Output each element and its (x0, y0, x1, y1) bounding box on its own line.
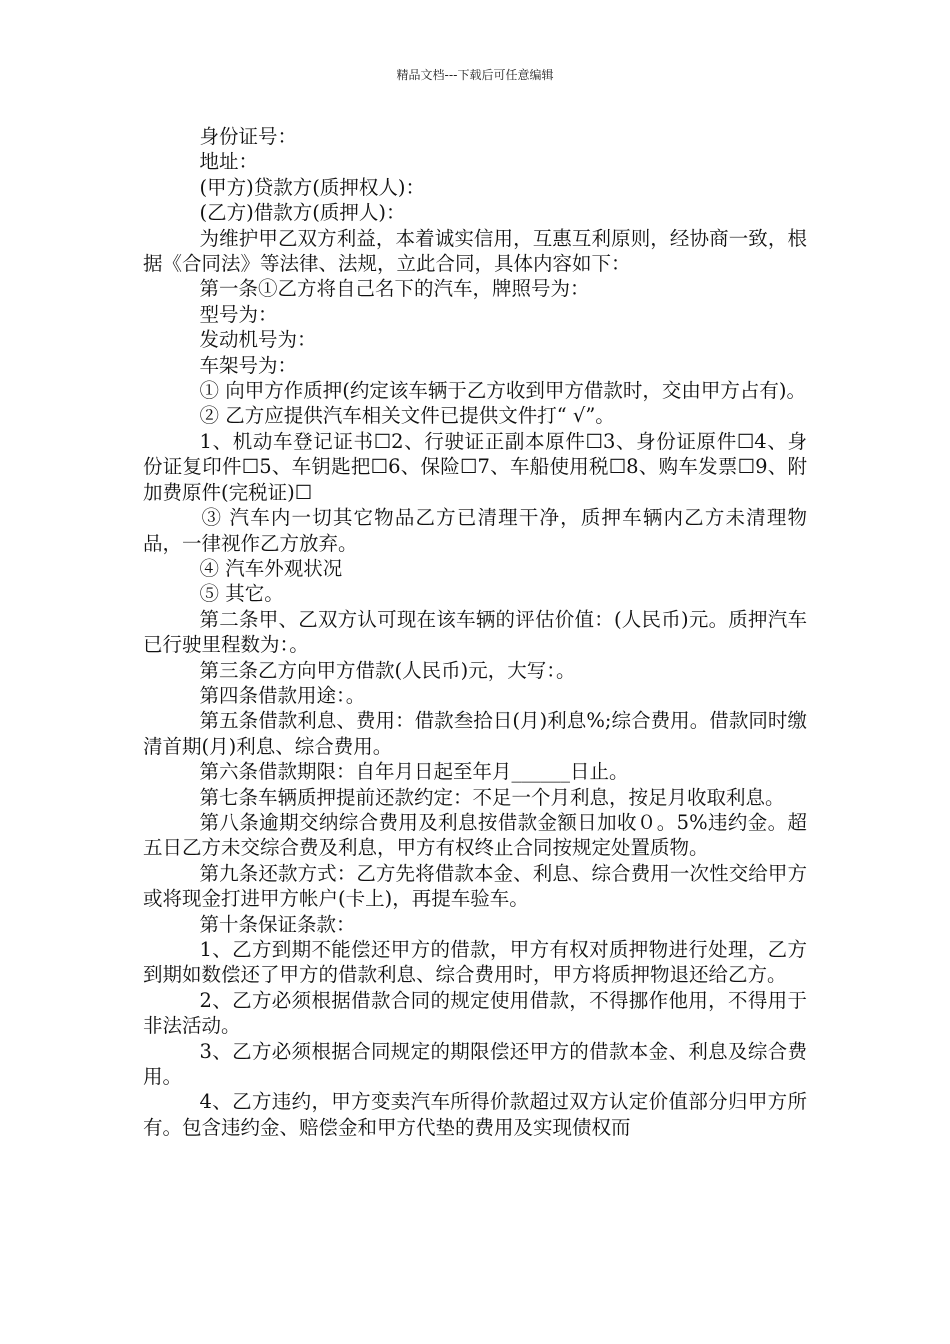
paragraph-guarantee-3: 3、乙方必须根据合同规定的期限偿还甲方的借款本金、利息及综合费用。 (143, 1039, 807, 1089)
paragraph-party-a: (甲方)贷款方(质押权人)： (199, 175, 425, 199)
paragraph-article-8: 第八条逾期交纳综合费用及利息按借款金额日加收０。5%违约金。超五日乙方未交综合费及利息，甲方有权终止合同按规定处置质物。 (143, 810, 807, 860)
paragraph-guarantee-4: 4、乙方违约，甲方变卖汽车所得价款超过双方认定价值部分归甲方所有。包含违约金、赔偿金和甲方代垫的费用及实现债权而 (143, 1090, 807, 1139)
paragraph-article-2: 第二条甲、乙双方认可现在该车辆的评估价值：(人民币)元。质押汽车已行驶里程数为：。 (143, 607, 807, 657)
page-header: 精品文档---下载后可任意编辑 (396, 68, 554, 82)
paragraph-article-1: 第一条①乙方将自己名下的汽车，牌照号为： (199, 277, 590, 301)
paragraph-article-5: 第五条借款利息、费用：借款叁拾日(月)利息%;综合费用。借款同时缴清首期(月)利息、综合费用。 (143, 709, 807, 758)
paragraph-item-5: ⑤ 其它。 (199, 582, 284, 606)
contract-body (143, 124, 807, 1140)
paragraph-item-4: ④ 汽车外观状况 (199, 556, 343, 580)
paragraph-frame-number: 车架号为： (199, 353, 298, 377)
paragraph-article-10: 第十条保证条款： (199, 912, 356, 936)
paragraph-party-b: (乙方)借款方(质押人)： (199, 201, 406, 225)
paragraph-item-1: ① 向甲方作质押(约定该车辆于乙方收到甲方借款时，交由甲方占有)。 (199, 379, 806, 403)
paragraph-article-6: 第六条借款期限：自年月日起至年月______日止。 (199, 760, 629, 784)
paragraph-item-2: ② 乙方应提供汽车相关文件已提供文件打“ √”。 (199, 404, 615, 428)
paragraph-guarantee-1: 1、乙方到期不能偿还甲方的借款，甲方有权对质押物进行处理，乙方到期如数偿还了甲方的借款利息、综合费用时，甲方将质押物退还给乙方。 (143, 938, 807, 987)
paragraph-article-7: 第七条车辆质押提前还款约定：不足一个月利息，按足月收取利息。 (199, 785, 785, 809)
paragraph-engine-number: 发动机号为： (199, 328, 317, 352)
paragraph-article-4: 第四条借款用途：。 (199, 683, 366, 707)
paragraph-article-9: 第九条还款方式：乙方先将借款本金、利息、综合费用一次性交给甲方或将现金打进甲方帐户(卡上)，再提车验车。 (143, 861, 807, 911)
paragraph-documents-list: 1、机动车登记证书☐2、行驶证正副本原件☐3、身份证原件☐4、身份证复印件☐5、车钥匙把☐6、保险☐7、车船使用税☐8、购车发票☐9、附加费原件(完税证)☐ (143, 429, 807, 504)
paragraph-model: 型号为： (199, 302, 278, 326)
paragraph-article-3: 第三条乙方向甲方借款(人民币)元，大写：。 (199, 658, 576, 682)
paragraph-item-3: ③ 汽车内一切其它物品乙方已清理干净，质押车辆内乙方未清理物品，一律视作乙方放弃。 (143, 506, 807, 555)
paragraph-guarantee-2: 2、乙方必须根据借款合同的规定使用借款，不得挪作他用，不得用于非法活动。 (143, 988, 807, 1038)
paragraph-id-number: 身份证号： (199, 125, 298, 148)
paragraph-preamble: 为维护甲乙双方利益，本着诚实信用，互惠互利原则，经协商一致，根据《合同法》等法律、法规，立此合同，具体内容如下： (143, 226, 807, 276)
paragraph-address: 地址： (199, 150, 259, 174)
